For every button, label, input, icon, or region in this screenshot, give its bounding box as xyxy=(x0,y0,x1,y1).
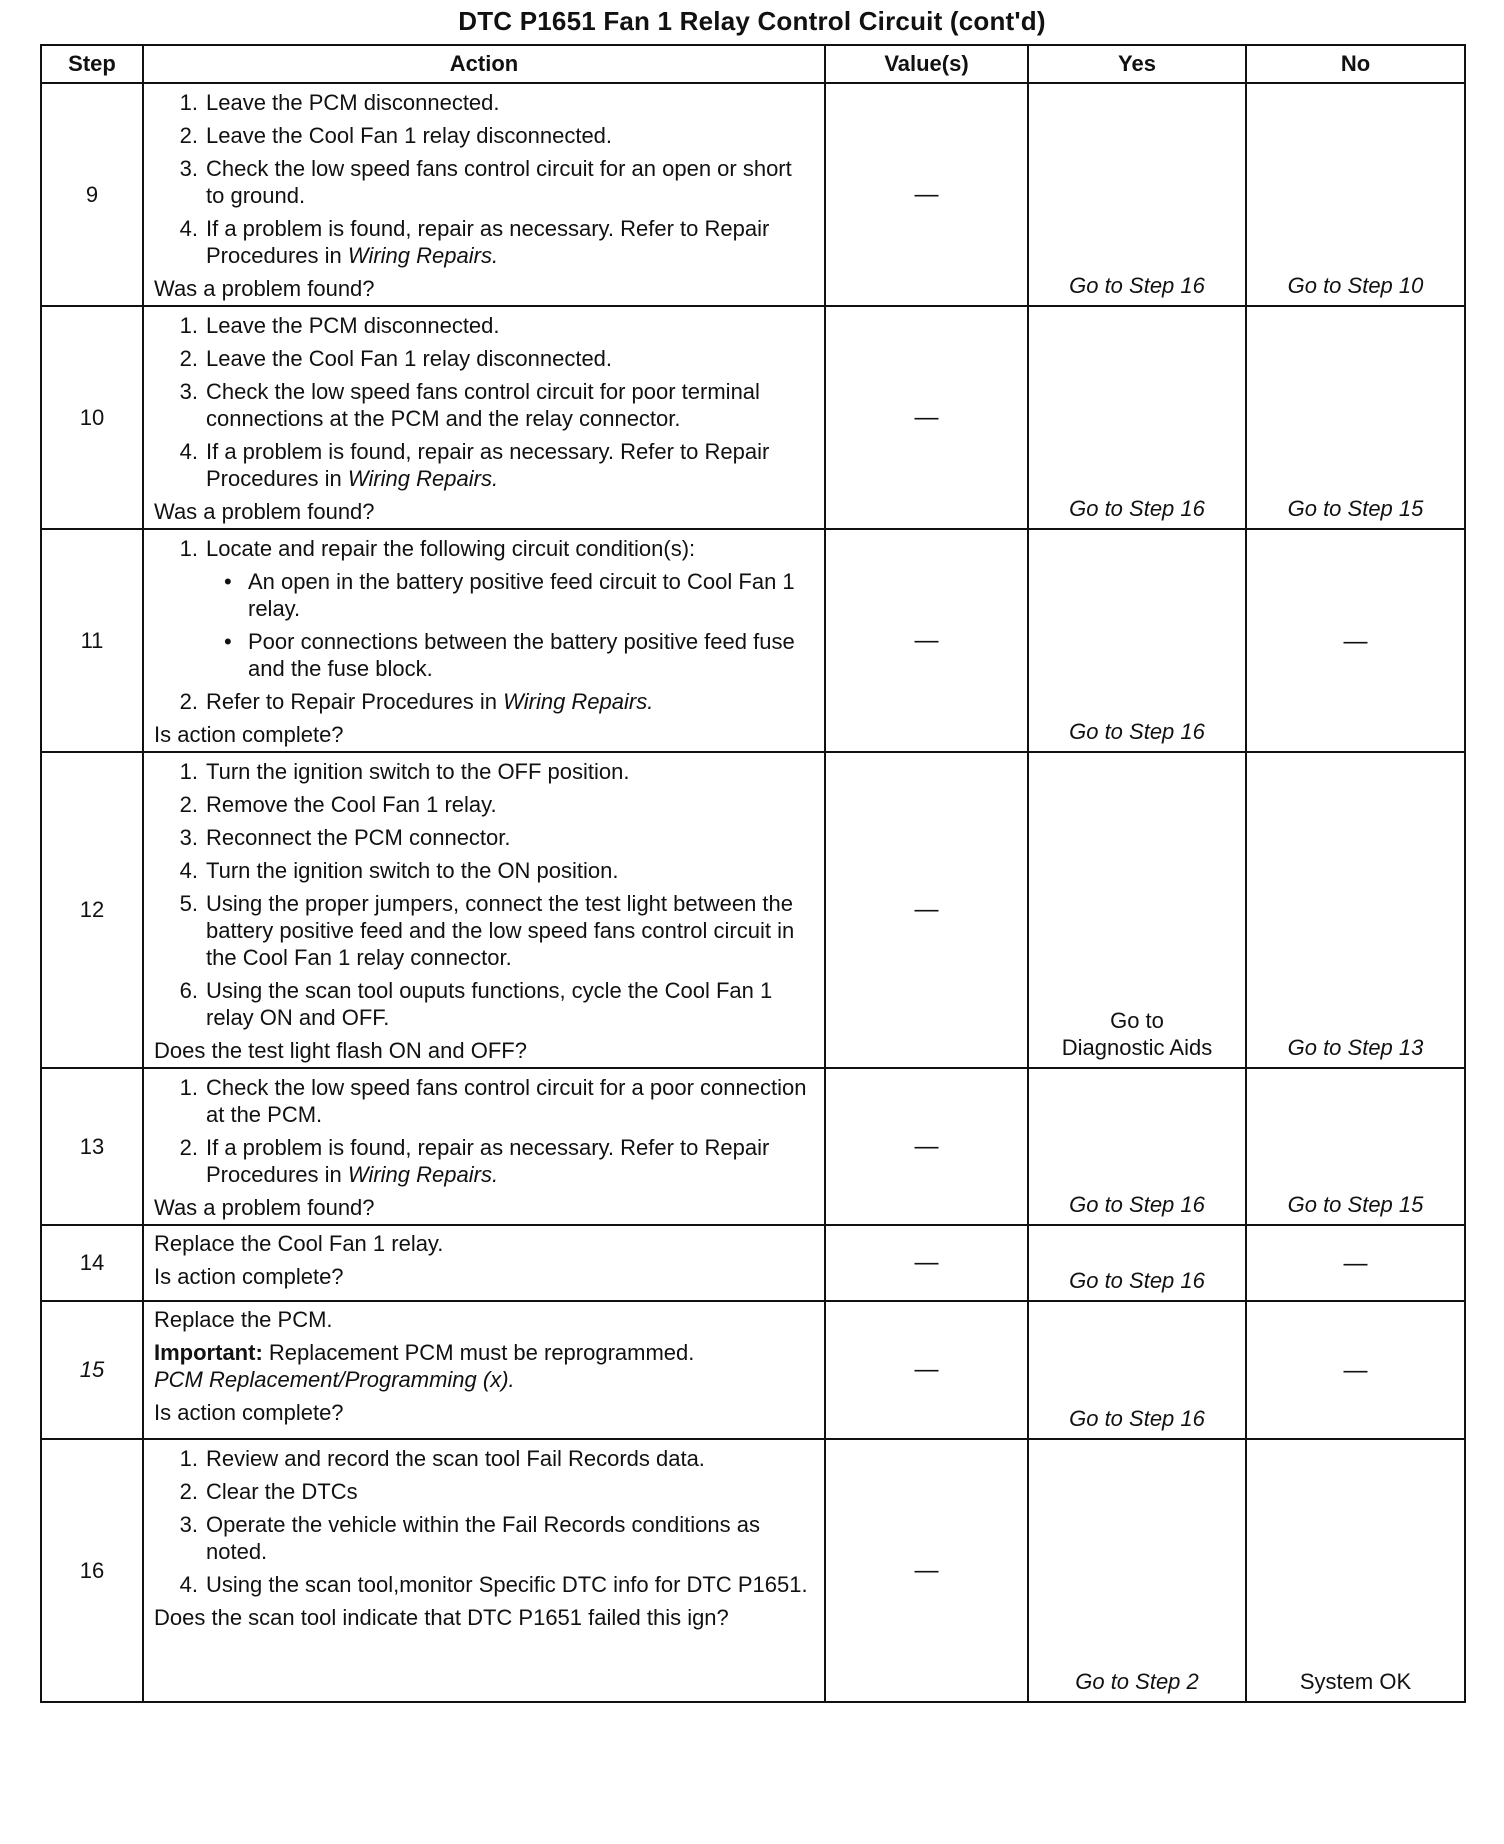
table-row xyxy=(41,1301,1465,1439)
value-cell: — xyxy=(825,1301,1028,1439)
bullet-item: • An open in the battery positive feed circuit to Cool Fan 1 relay. xyxy=(224,569,795,621)
question: Is action complete? xyxy=(154,1400,344,1425)
header-no: No xyxy=(1246,45,1465,83)
table-row xyxy=(41,306,1465,529)
action-line: Replace the PCM. xyxy=(154,1307,333,1332)
header-yes: Yes xyxy=(1028,45,1246,83)
question: Was a problem found? xyxy=(154,1195,375,1220)
list-item: 1. Check the low speed fans control circuit for a poor connection at the PCM. xyxy=(179,1075,807,1127)
question: Does the test light flash ON and OFF? xyxy=(154,1038,527,1063)
question: Was a problem found? xyxy=(154,499,375,524)
value-cell: — xyxy=(825,752,1028,1068)
list-item: 4. If a problem is found, repair as necessary. Refer to Repair Procedures in Wiring Repairs. xyxy=(179,439,770,491)
header-action: Action xyxy=(143,45,825,83)
no-cell: — xyxy=(1246,529,1465,752)
action-cell xyxy=(143,1225,825,1301)
list-item: 3. Check the low speed fans control circuit for an open or short to ground. xyxy=(179,156,792,208)
question: Does the scan tool indicate that DTC P1651 failed this ign? xyxy=(154,1605,729,1630)
value-cell: — xyxy=(825,306,1028,529)
question: Is action complete? xyxy=(154,1264,344,1289)
action-cell xyxy=(143,1301,825,1439)
step-number: 10 xyxy=(41,306,143,529)
list-item: 2. Refer to Repair Procedures in Wiring Repairs. xyxy=(179,689,654,714)
action-cell xyxy=(143,1439,825,1702)
list-item: 2. If a problem is found, repair as necessary. Refer to Repair Procedures in Wiring Repairs. xyxy=(179,1135,770,1187)
table-row xyxy=(41,752,1465,1068)
yes-cell: Go to Step 16 xyxy=(1028,1301,1246,1439)
value-cell: — xyxy=(825,1225,1028,1301)
no-cell: — xyxy=(1246,1225,1465,1301)
reference-link: PCM Replacement/Programming (x). xyxy=(154,1367,515,1392)
step-number: 14 xyxy=(41,1225,143,1301)
list-item: 1. Locate and repair the following circuit condition(s): xyxy=(179,536,696,561)
no-cell: Go to Step 15 xyxy=(1246,306,1465,529)
bullet-item: • Poor connections between the battery positive feed fuse and the fuse block. xyxy=(224,629,795,681)
question: Was a problem found? xyxy=(154,276,375,301)
yes-cell: Go to Step 16 xyxy=(1028,1068,1246,1225)
yes-cell: Go to Step 16 xyxy=(1028,1225,1246,1301)
question: Is action complete? xyxy=(154,722,344,747)
table-row xyxy=(41,83,1465,306)
action-cell xyxy=(143,1068,825,1225)
page-title: DTC P1651 Fan 1 Relay Control Circuit (cont'd) xyxy=(458,6,1046,36)
table-row xyxy=(41,1439,1465,1702)
header-step: Step xyxy=(41,45,143,83)
list-item: 5. Using the proper jumpers, connect the test light between the battery positive feed and the low speed fans control circuit in the Cool Fan 1 relay connector. xyxy=(179,891,795,970)
step-number: 9 xyxy=(41,83,143,306)
yes-cell: Go to Step 16 xyxy=(1028,306,1246,529)
list-item: 3. Check the low speed fans control circuit for poor terminal connections at the PCM and the relay connector. xyxy=(179,379,760,431)
list-item: 2. Clear the DTCs xyxy=(179,1479,358,1504)
yes-cell: Go to Step 16 xyxy=(1028,529,1246,752)
reference-link: Wiring Repairs. xyxy=(503,689,654,714)
list-item: 6. Using the scan tool ouputs functions, cycle the Cool Fan 1 relay ON and OFF. xyxy=(179,978,773,1030)
table-row xyxy=(41,1225,1465,1301)
no-cell: Go to Step 10 xyxy=(1246,83,1465,306)
action-cell xyxy=(143,752,825,1068)
list-item: 3. Operate the vehicle within the Fail Records conditions as noted. xyxy=(179,1512,760,1564)
value-cell: — xyxy=(825,1068,1028,1225)
step-number: 11 xyxy=(41,529,143,752)
yes-cell: Go to Step 2 xyxy=(1028,1439,1246,1702)
step-number: 13 xyxy=(41,1068,143,1225)
value-cell: — xyxy=(825,83,1028,306)
no-cell: — xyxy=(1246,1301,1465,1439)
yes-line: Diagnostic Aids xyxy=(1061,1035,1213,1060)
list-item: 1. Leave the PCM disconnected. xyxy=(179,90,500,115)
list-item: 3. Reconnect the PCM connector. xyxy=(179,825,511,850)
step-number: 12 xyxy=(41,752,143,1068)
header-row xyxy=(41,45,1465,83)
value-cell: — xyxy=(825,529,1028,752)
list-item: 1. Turn the ignition switch to the OFF position. xyxy=(179,759,630,784)
reference-link: Wiring Repairs. xyxy=(347,1162,499,1187)
yes-cell: Go to Step 16 xyxy=(1028,83,1246,306)
list-item: 4. Using the scan tool,monitor Specific DTC info for DTC P1651. xyxy=(179,1572,808,1597)
list-item: 4. If a problem is found, repair as necessary. Refer to Repair Procedures in Wiring Repairs. xyxy=(179,216,770,268)
no-cell: Go to Step 15 xyxy=(1246,1068,1465,1225)
no-cell: System OK xyxy=(1246,1439,1465,1702)
no-cell: Go to Step 13 xyxy=(1246,752,1465,1068)
action-cell xyxy=(143,83,825,306)
yes-line: Go to xyxy=(1110,1008,1164,1033)
list-item: 4. Turn the ignition switch to the ON position. xyxy=(179,858,619,883)
action-cell xyxy=(143,529,825,752)
list-item: 1. Review and record the scan tool Fail Records data. xyxy=(179,1446,705,1471)
value-cell: — xyxy=(825,1439,1028,1702)
table-row xyxy=(41,529,1465,752)
action-cell xyxy=(143,306,825,529)
yes-cell xyxy=(1028,752,1246,1068)
important-note: Important: Replacement PCM must be reprogrammed. PCM Replacement/Programming (x). xyxy=(154,1340,695,1392)
action-line: Replace the Cool Fan 1 relay. xyxy=(154,1231,444,1256)
header-values: Value(s) xyxy=(825,45,1028,83)
list-item: 2. Remove the Cool Fan 1 relay. xyxy=(179,792,497,817)
diagnostic-table xyxy=(40,44,1466,1703)
list-item: 1. Leave the PCM disconnected. xyxy=(179,313,500,338)
step-number: 16 xyxy=(41,1439,143,1702)
list-item: 2. Leave the Cool Fan 1 relay disconnected. xyxy=(179,123,613,148)
reference-link: Wiring Repairs. xyxy=(347,466,499,491)
list-item: 2. Leave the Cool Fan 1 relay disconnected. xyxy=(179,346,613,371)
table-row xyxy=(41,1068,1465,1225)
reference-link: Wiring Repairs. xyxy=(347,243,499,268)
step-number: 15 xyxy=(41,1301,143,1439)
